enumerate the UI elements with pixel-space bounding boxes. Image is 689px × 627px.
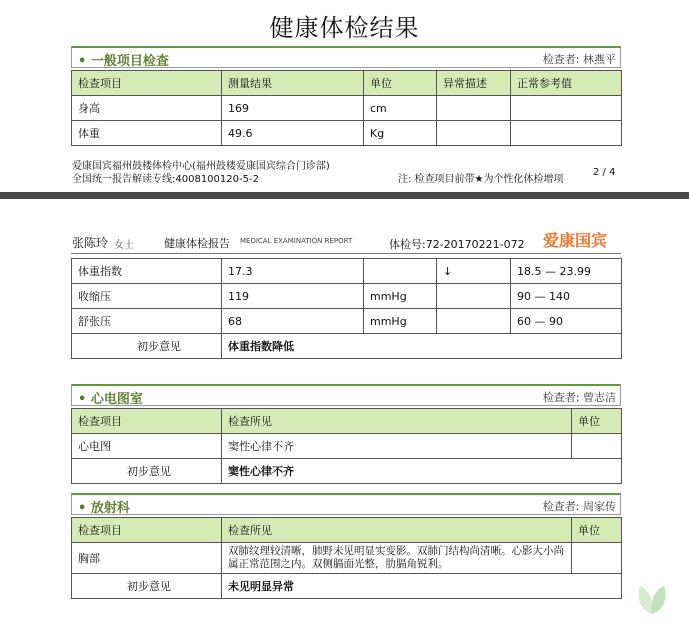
header-divider [71,253,621,254]
page-separator [0,192,689,199]
patient-gender: 女士 [114,240,134,251]
section-header-general [71,46,621,68]
table-header-row [72,518,622,543]
table-row [72,121,622,146]
report-title-en: MEDICAL EXAMINATION REPORT [240,237,353,245]
opinion-row [72,334,622,359]
leaf-logo-icon [632,580,672,619]
column-header: 检查项目 [72,518,222,543]
cell-reference: 90 — 140 [511,284,622,309]
cell-reference [511,96,622,121]
opinion-text: 未见明显异常 [222,574,622,599]
page-title: 健康体检结果 [269,14,420,42]
section-header-ecg [71,384,621,406]
page-number: 2 / 4 [593,167,616,178]
section-title: • 放射科 [78,501,130,516]
opinion-text: 窦性心律不齐 [222,459,622,484]
cell-abnormal [437,96,511,121]
column-header: 检查所见 [222,409,572,434]
opinion-label: 初步意见 [72,459,222,484]
patient-name: 张陈玲 [72,236,109,250]
column-header: 异常描述 [437,71,511,96]
cell-unit: Kg [364,121,437,146]
cell-finding: 窦性心律不齐 [222,434,572,459]
cell-item: 胸部 [72,543,222,574]
column-header: 正常参考值 [511,71,622,96]
table-row [72,434,622,459]
checker-name: 检查者: 曾志洁 [542,391,616,404]
cell-unit [364,259,437,284]
opinion-label: 初步意见 [72,574,222,599]
general-table [71,70,622,146]
cell-unit [572,543,622,574]
cell-abnormal [437,121,511,146]
cell-item: 心电图 [72,434,222,459]
table-row [72,259,622,284]
section-title: • 一般项目检查 [78,54,169,69]
table-header-row [72,409,622,434]
cell-unit: mmHg [364,284,437,309]
brand-logo: 爱康国宾 [543,231,608,250]
cell-item: 体重指数 [72,259,222,284]
checker-name: 检查者: 林燕平 [542,53,616,66]
column-header: 检查项目 [72,71,222,96]
cell-result: 169 [222,96,364,121]
footer-note: 注: 检查项目前带★为个性化体检增项 [398,174,564,185]
general-cont-table [71,258,622,359]
cell-unit: cm [364,96,437,121]
cell-item: 身高 [72,96,222,121]
checker-name: 检查者: 周家传 [542,500,616,513]
cell-reference: 60 — 90 [511,309,622,334]
section-header-radiology [71,493,621,515]
column-header: 检查所见 [222,518,572,543]
cell-result: 49.6 [222,121,364,146]
cell-abnormal [437,309,511,334]
cell-finding: 双肺纹理较清晰，肺野未见明显实变影。双肺门结构尚清晰。心影大小尚属正常范围之内。双侧膈面光整，肋膈角锐利。 [222,543,572,574]
table-row [72,284,622,309]
cell-result: 17.3 [222,259,364,284]
cell-unit: mmHg [364,309,437,334]
org-line-2: 全国统一报告解读专线:4008100120-5-2 [72,174,259,185]
cell-item: 舒张压 [72,309,222,334]
cell-unit [572,434,622,459]
column-header: 测量结果 [222,71,364,96]
cell-reference [511,121,622,146]
cell-abnormal [437,284,511,309]
table-header-row [72,71,622,96]
report-title: 健康体检报告 [164,237,230,250]
opinion-row [72,459,622,484]
cell-item: 体重 [72,121,222,146]
table-row [72,543,622,574]
table-row [72,96,622,121]
radiology-table [71,517,622,599]
column-header: 检查项目 [72,409,222,434]
opinion-text: 体重指数降低 [222,334,622,359]
cell-abnormal: ↓ [437,259,511,284]
cell-item: 收缩压 [72,284,222,309]
org-line-1: 爱康国宾福州鼓楼体检中心(福州鼓楼爱康国宾综合门诊部) [72,161,330,172]
column-header: 单位 [572,409,622,434]
cell-reference: 18.5 — 23.99 [511,259,622,284]
column-header: 单位 [364,71,437,96]
ecg-table [71,408,622,484]
table-row [72,309,622,334]
opinion-row [72,574,622,599]
cell-result: 68 [222,309,364,334]
opinion-label: 初步意见 [72,334,222,359]
section-title: • 心电图室 [78,392,143,407]
cell-result: 119 [222,284,364,309]
exam-number: 体检号:72-20170221-072 [389,238,525,251]
column-header: 单位 [572,518,622,543]
